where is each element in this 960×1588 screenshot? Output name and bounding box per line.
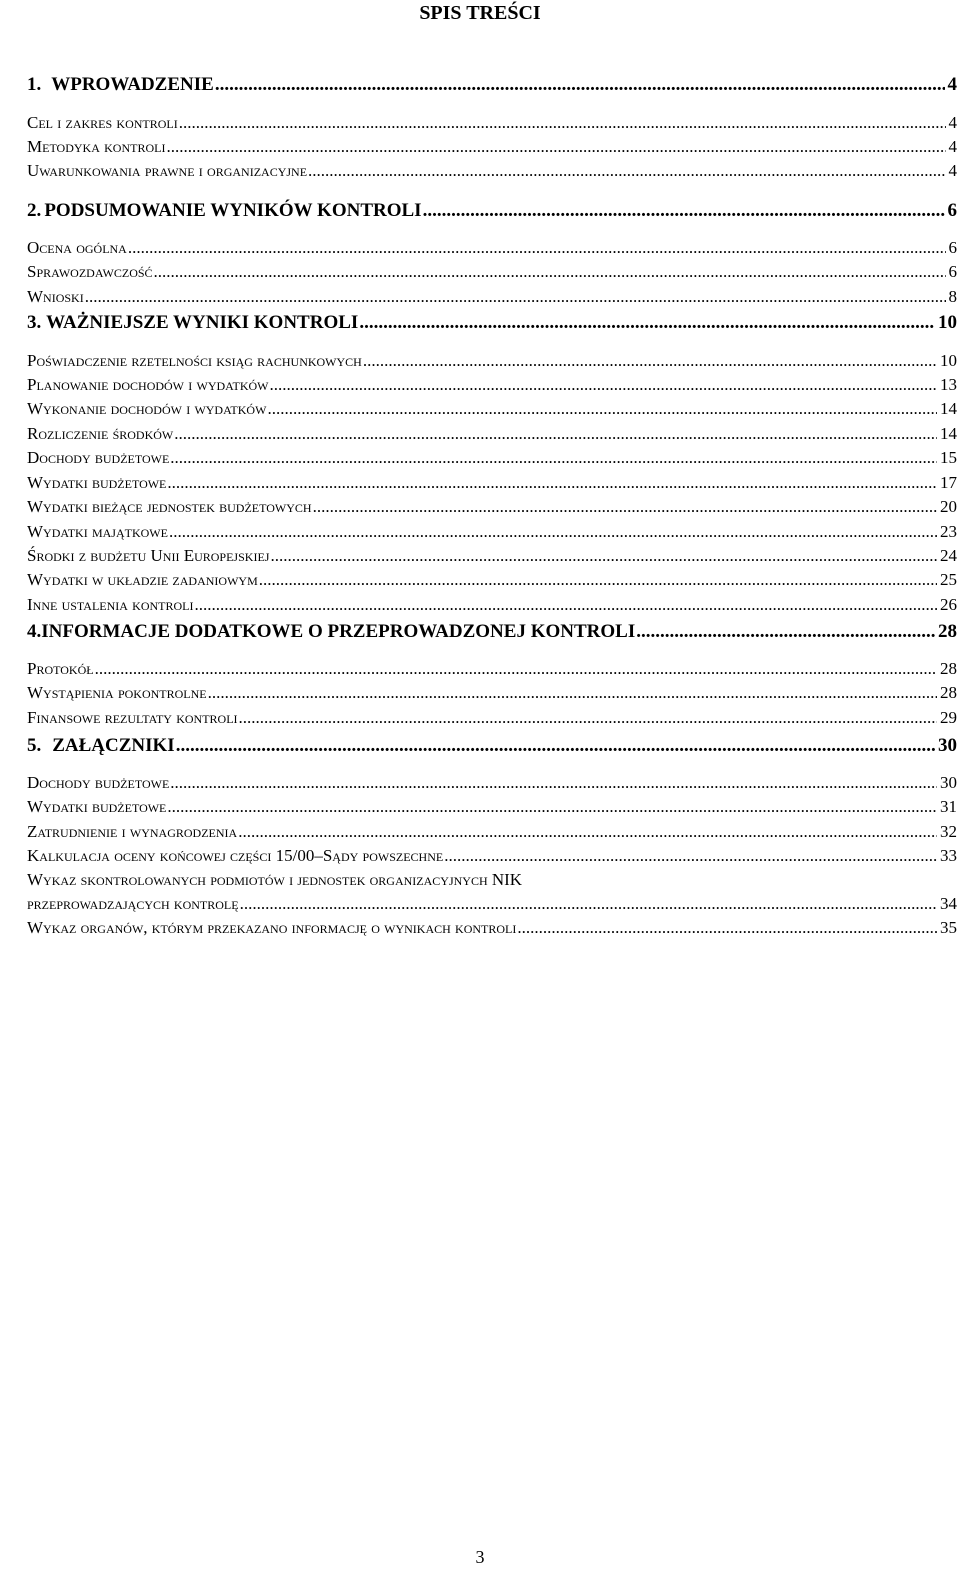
toc-entry-page: 4	[948, 113, 957, 132]
toc-entry-label: Dochody budżetowe	[27, 773, 170, 792]
toc-entry-3-7[interactable]	[27, 497, 957, 517]
toc-leader-dots	[308, 161, 945, 181]
toc-entry-page: 17	[940, 473, 957, 492]
toc-entry-page: 33	[940, 846, 957, 865]
toc-entry-label: Uwarunkowania prawne i organizacyjne	[27, 161, 308, 180]
toc-entry-label: ZAŁĄCZNIKI	[52, 735, 175, 756]
toc-entry-4-1[interactable]	[27, 659, 957, 679]
toc-entry-1-3[interactable]	[27, 161, 957, 181]
toc-entry-2[interactable]	[27, 201, 957, 221]
page-number: 3	[475, 1547, 485, 1567]
toc-entry-label: Zatrudnienie i wynagrodzenia	[27, 822, 238, 841]
toc-entry-label: przeprowadzających kontrolę	[27, 894, 239, 913]
toc-leader-dots	[85, 287, 946, 307]
toc-entry-3-1[interactable]	[27, 351, 957, 371]
toc-entry-5-2[interactable]	[27, 797, 957, 817]
toc-entry-5-5[interactable]	[27, 894, 957, 914]
toc-leader-dots	[170, 773, 937, 793]
toc-leader-dots	[423, 201, 945, 221]
toc-entry-5-5-first-line[interactable]: Wykaz skontrolowanych podmiotów i jednostek organizacyjnych NIK	[27, 870, 523, 889]
toc-entry-4-3[interactable]	[27, 708, 957, 728]
toc-entry-3-11[interactable]	[27, 595, 957, 615]
toc-entry-label: Wydatki bieżące jednostek budżetowych	[27, 497, 312, 516]
toc-entry-page: 6	[948, 262, 957, 281]
toc-entry-3-2[interactable]	[27, 375, 957, 395]
toc-leader-dots	[270, 375, 938, 395]
toc-entry-label: Kalkulacja oceny końcowej części 15/00–Sądy powszechne	[27, 846, 444, 865]
toc-entry-5-4[interactable]	[27, 846, 957, 866]
toc-entry-page: 20	[940, 497, 957, 516]
toc-entry-page: 14	[940, 424, 957, 443]
toc-entry-number: 1.	[27, 74, 42, 95]
toc-leader-dots	[169, 522, 937, 542]
toc-entry-label: Ocena ogólna	[27, 238, 127, 257]
toc-entry-3-3[interactable]	[27, 399, 957, 419]
toc-entry-label: Środki z budżetu Unii Europejskiej	[27, 546, 270, 565]
toc-entry-3-10[interactable]	[27, 570, 957, 590]
toc-entry-page: 34	[940, 894, 957, 913]
toc-entry-number: 5.	[27, 735, 42, 756]
toc-entry-label: WPROWADZENIE	[51, 74, 214, 95]
toc-entry-page: 28	[940, 683, 957, 702]
toc-leader-dots	[95, 659, 937, 679]
toc-entry-label: Wydatki budżetowe	[27, 473, 167, 492]
toc-entry-page: 32	[940, 822, 957, 841]
toc-entry-label: Wykonanie dochodów i wydatków	[27, 399, 267, 418]
toc-entry-page: 30	[938, 735, 957, 756]
toc-leader-dots	[267, 399, 937, 419]
toc-entry-label: Wydatki w układzie zadaniowym	[27, 570, 258, 589]
toc-entry-label: WAŻNIEJSZE WYNIKI KONTROLI	[46, 312, 359, 333]
toc-entry-3-4[interactable]	[27, 424, 957, 444]
toc-entry-page: 31	[940, 797, 957, 816]
toc-leader-dots	[128, 238, 946, 258]
toc-entry-2-1[interactable]	[27, 238, 957, 258]
toc-entry-page: 30	[940, 773, 957, 792]
toc-entry-page: 29	[940, 708, 957, 727]
toc-entry-number: 3.	[27, 312, 42, 333]
toc-leader-dots	[238, 822, 937, 842]
toc-entry-page: 26	[940, 595, 957, 614]
toc-entry-label: Poświadczenie rzetelności ksiąg rachunkowych	[27, 351, 362, 370]
toc-entry-label: Wydatki budżetowe	[27, 797, 167, 816]
toc-entry-number: 4.	[27, 621, 42, 642]
toc-entry-page: 6	[947, 200, 957, 221]
toc-entry-page: 4	[947, 74, 957, 95]
toc-entry-5-6[interactable]	[27, 918, 957, 938]
toc-entry-5-1[interactable]	[27, 773, 957, 793]
toc-entry-3-9[interactable]	[27, 546, 957, 566]
toc-leader-dots	[170, 448, 937, 468]
toc-entry-label: Wystąpienia pokontrolne	[27, 683, 207, 702]
toc-entry-3[interactable]	[27, 313, 957, 333]
toc-entry-page: 14	[940, 399, 957, 418]
toc-entry-2-3[interactable]	[27, 287, 957, 307]
toc-leader-dots	[154, 262, 946, 282]
toc-entry-label: Metodyka kontroli	[27, 137, 166, 156]
toc-leader-dots	[195, 595, 937, 615]
toc-leader-dots	[167, 473, 937, 493]
toc-entry-1-2[interactable]	[27, 137, 957, 157]
page-title: SPIS TREŚCI	[419, 2, 541, 24]
toc-entry-4[interactable]	[27, 622, 957, 642]
toc-leader-dots	[167, 797, 937, 817]
toc-entry-label: Planowanie dochodów i wydatków	[27, 375, 269, 394]
toc-entry-label: Wydatki majątkowe	[27, 522, 168, 541]
toc-leader-dots	[166, 137, 945, 157]
toc-entry-page: 4	[948, 161, 957, 180]
toc-entry-label: INFORMACJE DODATKOWE O PRZEPROWADZONEJ KONTROLI	[41, 621, 636, 642]
toc-leader-dots	[179, 113, 946, 133]
toc-leader-dots	[215, 75, 945, 95]
toc-entry-label: Wnioski	[27, 287, 84, 306]
toc-leader-dots	[176, 736, 935, 756]
toc-entry-5-3[interactable]	[27, 822, 957, 842]
toc-entry-1-1[interactable]	[27, 113, 957, 133]
toc-leader-dots	[270, 546, 937, 566]
toc-entry-label: Dochody budżetowe	[27, 448, 170, 467]
toc-entry-page: 35	[940, 918, 957, 937]
toc-entry-label: Cel i zakres kontroli	[27, 113, 178, 132]
toc-leader-dots	[517, 918, 937, 938]
toc-entry-label: Finansowe rezultaty kontroli	[27, 708, 238, 727]
toc-leader-dots	[359, 313, 935, 333]
toc-entry-page: 10	[938, 312, 957, 333]
toc-entry-3-8[interactable]	[27, 522, 957, 542]
toc-entry-page: 8	[948, 287, 957, 306]
toc-leader-dots	[444, 846, 937, 866]
toc-entry-label: PODSUMOWANIE WYNIKÓW KONTROLI	[44, 200, 422, 221]
toc-entry-label: Rozliczenie środków	[27, 424, 174, 443]
toc-entry-4-2[interactable]	[27, 683, 957, 703]
toc-entry-label: Inne ustalenia kontroli	[27, 595, 194, 614]
toc-entry-page: 15	[940, 448, 957, 467]
toc-leader-dots	[240, 894, 937, 914]
toc-entry-page: 23	[940, 522, 957, 541]
toc-leader-dots	[259, 570, 937, 590]
toc-entry-page: 4	[948, 137, 957, 156]
toc-entry-page: 28	[938, 621, 957, 642]
toc-leader-dots	[636, 622, 935, 642]
toc-entry-label: Protokół	[27, 659, 94, 678]
toc-entry-3-5[interactable]	[27, 448, 957, 468]
toc-leader-dots	[239, 708, 937, 728]
toc-entry-1[interactable]	[27, 75, 957, 95]
toc-entry-page: 6	[948, 238, 957, 257]
toc-leader-dots	[313, 497, 937, 517]
toc-entry-label: Wykaz organów, którym przekazano informację o wynikach kontroli	[27, 918, 517, 937]
toc-entry-page: 10	[940, 351, 957, 370]
toc-entry-page: 28	[940, 659, 957, 678]
toc-entry-page: 24	[940, 546, 957, 565]
toc-entry-2-2[interactable]	[27, 262, 957, 282]
toc-entry-number: 2.	[27, 200, 42, 221]
toc-entry-label: Sprawozdawczość	[27, 262, 153, 281]
toc-entry-5[interactable]	[27, 736, 957, 756]
toc-leader-dots	[363, 351, 937, 371]
toc-entry-page: 25	[940, 570, 957, 589]
toc-leader-dots	[174, 424, 937, 444]
toc-entry-3-6[interactable]	[27, 473, 957, 493]
toc-leader-dots	[208, 683, 937, 703]
toc-entry-page: 13	[940, 375, 957, 394]
